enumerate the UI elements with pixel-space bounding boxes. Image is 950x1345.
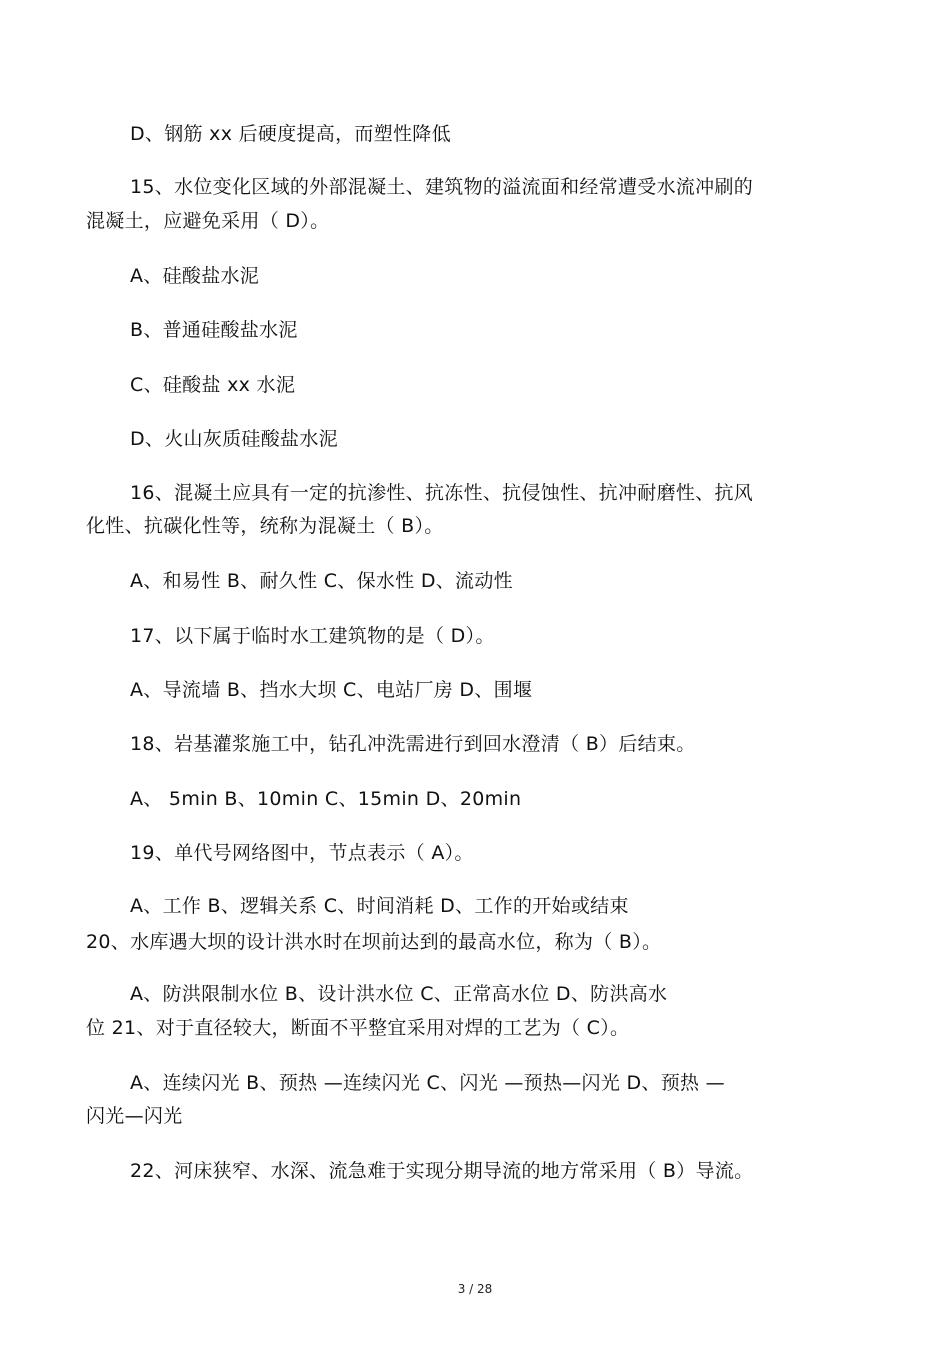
question-20-line: 20、水库遇大坝的设计洪水时在坝前达到的最高水位，称为（ B）。	[86, 931, 662, 953]
question-21-line: 位 21、对于直径较大，断面不平整宜采用对焊的工艺为（ C）。	[86, 1017, 630, 1039]
answer-option-line: D、钢筋 xx 后硬度提高，而塑性降低	[130, 123, 451, 145]
answer-options-row: A、工作 B、逻辑关系 C、时间消耗 D、工作的开始或结束	[130, 895, 629, 917]
page-number: 3 / 28	[457, 1282, 493, 1296]
answer-option-line: A、硅酸盐水泥	[130, 265, 260, 287]
question-16-line-2: 化性、抗碳化性等，统称为混凝土（ B）。	[86, 515, 444, 537]
question-22-line: 22、河床狭窄、水深、流急难于实现分期导流的地方常采用（ B）导流。	[130, 1160, 754, 1182]
answer-options-row: A、防洪限制水位 B、设计洪水位 C、正常高水位 D、防洪高水	[130, 983, 668, 1005]
answer-options-row-continued: 闪光—闪光	[86, 1105, 183, 1127]
question-19-line: 19、单代号网络图中，节点表示（ A）。	[130, 842, 474, 864]
answer-option-line: D、火山灰质硅酸盐水泥	[130, 428, 338, 450]
answer-option-line: B、普通硅酸盐水泥	[130, 319, 298, 341]
question-18-line: 18、岩基灌浆施工中，钻孔冲洗需进行到回水澄清（ B）后结束。	[130, 733, 696, 755]
question-16-line-1: 16、混凝土应具有一定的抗渗性、抗冻性、抗侵蚀性、抗冲耐磨性、抗风	[130, 482, 754, 504]
question-15-line-2: 混凝土，应避免采用（ D）。	[86, 210, 330, 232]
answer-option-line: C、硅酸盐 xx 水泥	[130, 374, 296, 396]
question-15-line-1: 15、水位变化区域的外部混凝土、建筑物的溢流面和经常遭受水流冲刷的	[130, 176, 754, 198]
answer-options-row: A、连续闪光 B、预热 —连续闪光 C、闪光 —预热—闪光 D、预热 —	[130, 1072, 725, 1094]
answer-options-row: A、和易性 B、耐久性 C、保水性 D、流动性	[130, 570, 513, 592]
question-17-line: 17、以下属于临时水工建筑物的是（ D）。	[130, 625, 495, 647]
answer-options-row: A、 5min B、10min C、15min D、20min	[130, 788, 522, 810]
answer-options-row: A、导流墙 B、挡水大坝 C、电站厂房 D、围堰	[130, 679, 533, 701]
